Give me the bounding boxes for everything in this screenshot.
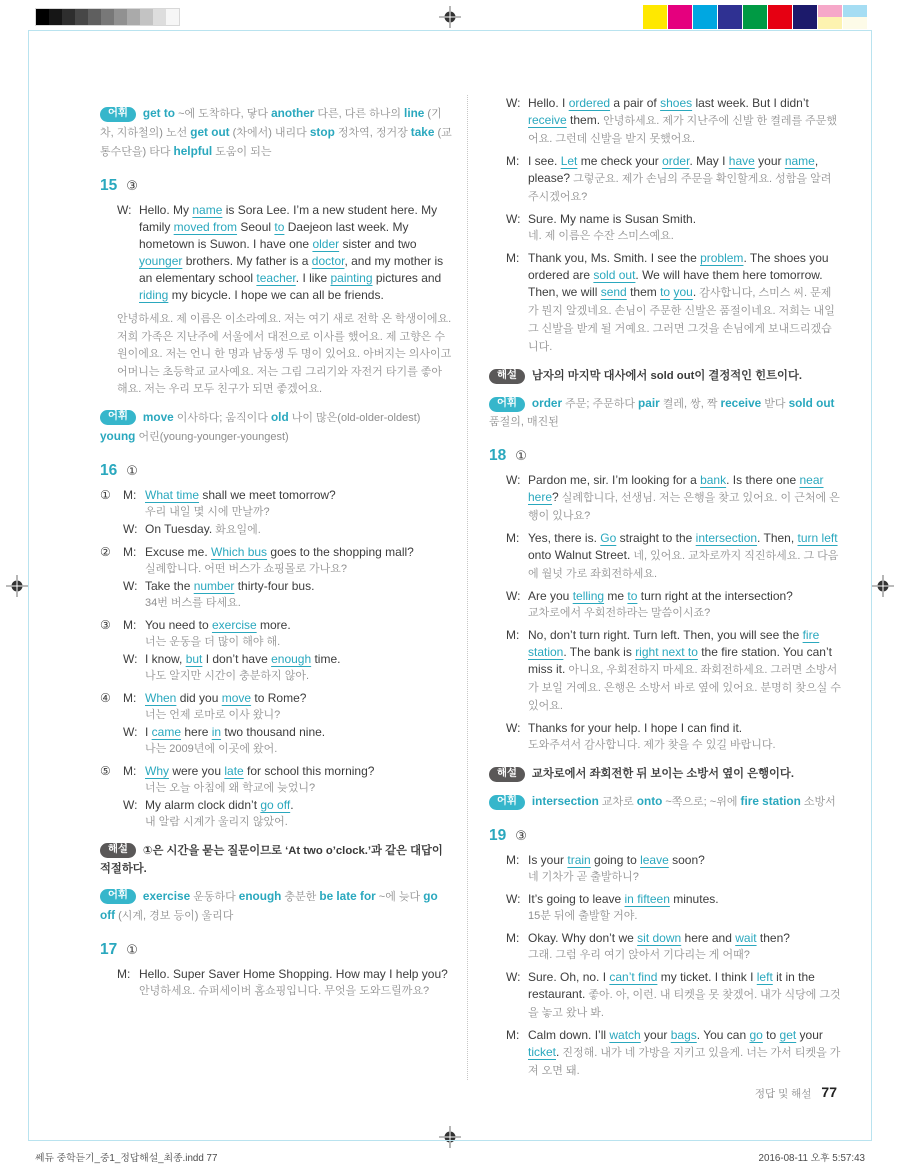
key-word: right next to xyxy=(635,645,698,659)
key-word: What time xyxy=(145,487,200,502)
speaker-label: M: xyxy=(123,690,137,705)
korean-translation-line: 우리 내일 몇 시에 만날까? xyxy=(145,505,270,518)
speaker-label: M: xyxy=(123,487,137,502)
dialogue-line: M: No, don’t turn right. Turn left. Then, you will see the fire station. The bank is right next to the fire station. You can’t miss it. 아니요, 우회전하지 마세요. 좌회전하세요. 그러면 소방서가 보일 거예요. 은행은 소방서 바로 옆에 있어요. 분명히 찾으실 수 있어요. xyxy=(506,628,841,712)
grayscale-swatch xyxy=(101,9,114,25)
color-swatch xyxy=(668,5,692,29)
vocab-badge: 어휘 xyxy=(100,107,136,122)
key-word: bank xyxy=(700,473,727,487)
key-word: bags xyxy=(670,1028,697,1042)
dialogue-line: W: Pardon me, sir. I’m looking for a bank. Is there one near here? 실례합니다, 선생님. 저는 은행을 찾고 있어요. 이 근처에 은행이 있나요? xyxy=(506,473,840,522)
color-swatch-half xyxy=(693,5,717,29)
korean-inline-translation: 진정해. 내가 네 가방을 지키고 있을게. 너는 가서 티켓을 가져 오면 돼. xyxy=(528,1047,841,1077)
vocab-block: 어휘 move 이사하다; 움직이다 old 나이 많은(old-older-oldest) young 어린(young-younger-youngest) xyxy=(100,409,421,443)
explain-badge: 해설 xyxy=(489,767,525,782)
grayscale-calibration-bar xyxy=(35,8,180,26)
answer-choice: ③ xyxy=(126,178,138,193)
vocab-badge: 어휘 xyxy=(100,410,136,425)
key-word: older xyxy=(312,237,340,251)
key-word: near here xyxy=(528,473,824,504)
color-swatch-half xyxy=(768,5,792,29)
dialogue-line: W: Thanks for your help. I hope I can find it. 도와주셔서 감사합니다. 제가 찾을 수 있길 바랍니다. xyxy=(506,720,841,754)
speaker-label: W: xyxy=(117,203,132,217)
vocab-block: 어휘 get to ~에 도착하다, 닿다 another 다른, 다른 하나의 line (기차, 지하철의) 노선 get out (차에서) 내리다 stop 정차역, 정거장 take (교통수단을) 타다 helpful 도움이 되는 xyxy=(100,106,452,158)
key-word: to xyxy=(274,220,285,234)
dialogue-line: W: Take the number thirty-four bus. 34번 버스를 타세요. xyxy=(123,578,452,612)
vocab-word: get out xyxy=(190,125,230,139)
speaker-label: M: xyxy=(123,544,137,559)
key-word: Let xyxy=(560,154,578,168)
speaker-label: M: xyxy=(506,531,520,545)
key-word: in fifteen xyxy=(624,892,670,906)
korean-translation-line: 네. 제 이름은 수잔 스미스예요. xyxy=(528,230,674,242)
choice-number: ③ xyxy=(100,617,111,632)
color-swatch-half xyxy=(793,5,817,29)
choice-number: ① xyxy=(100,487,111,502)
dialogue-line: W: I know, but I don’t have enough time. 나도 알지만 시간이 충분하지 않아. xyxy=(123,651,452,685)
speaker-label: W: xyxy=(506,473,521,487)
question-header xyxy=(100,941,452,959)
speaker-label: W: xyxy=(506,212,521,226)
key-word: enough xyxy=(271,651,312,666)
key-word: order xyxy=(662,154,690,168)
key-word: fire station xyxy=(528,628,820,659)
dialogue-line: M: Thank you, Ms. Smith. I see the problem. The shoes you ordered are sold out. We will have them here tomorrow. Then, we will send them to you. 감사합니다, 스미스 씨. 문제가 뭔지 알겠네요. 손님이 주문한 신발은 품절이네요. 저희는 내일 그 신발을 받게 될 거예요. 그러면 그것을 손님에게 보내드리겠습니다. xyxy=(506,251,835,353)
key-word: exercise xyxy=(211,617,257,632)
key-word: in xyxy=(211,724,222,739)
key-word: turn left xyxy=(797,531,838,545)
korean-translation-line: 교차로에서 우회전하라는 말씀이시죠? xyxy=(528,607,711,619)
vocab-word: onto xyxy=(636,794,663,808)
korean-translation-line: 나도 알지만 시간이 충분하지 않아. xyxy=(145,669,310,682)
korean-translation-line: 너는 언제 로마로 이사 왔니? xyxy=(145,708,281,721)
dialogue-line: M: I see. Let me check your order. May I have your name, please? 그렇군요. 제가 손님의 주문을 확인할게요. 성함을 알려주시겠어요? xyxy=(506,154,832,203)
question-number: 17 xyxy=(100,940,118,958)
dialogue-line: W: It’s going to leave in fifteen minutes. 15분 뒤에 출발할 거야. xyxy=(506,891,841,925)
grayscale-swatch xyxy=(140,9,153,25)
dialogue-line: M: Yes, there is. Go straight to the intersection. Then, turn left onto Walnut Street. 네, 있어요. 교차로까지 직진하세요. 그 다음에 월넛 가로 좌회전하세요. xyxy=(506,531,839,580)
dialogue-line: M: Is your train going to leave soon? 네 기차가 곧 출발하니? xyxy=(506,852,841,886)
speaker-label: W: xyxy=(506,721,521,735)
vocab-word: order xyxy=(531,396,563,410)
speaker-label: W: xyxy=(506,96,521,110)
grayscale-swatch xyxy=(153,9,166,25)
vocab-word: take xyxy=(410,125,435,139)
color-swatch-half xyxy=(743,5,767,29)
speaker-label: W: xyxy=(123,521,138,536)
korean-inline-translation: 그렇군요. 제가 손님의 주문을 확인할게요. 성함을 알려주시겠어요? xyxy=(528,173,832,203)
key-word: to xyxy=(660,285,671,299)
vocab-word: intersection xyxy=(531,794,599,808)
page-number: 77 xyxy=(821,1084,837,1100)
choice-number: ② xyxy=(100,544,111,559)
choice-item xyxy=(100,690,452,758)
dialogue-line: W: On Tuesday. 화요일에. xyxy=(123,521,261,536)
dialogue-line: W: Sure. My name is Susan Smith. 네. 제 이름은 수잔 스미스예요. xyxy=(506,211,841,245)
choice-number: ⑤ xyxy=(100,763,111,778)
key-word: wait xyxy=(735,931,757,945)
dialogue-line: M: You need to exercise more. 너는 운동을 더 많이 해야 해. xyxy=(123,617,452,651)
vocab-word: exercise xyxy=(142,888,191,903)
vocab-word: fire station xyxy=(740,794,801,808)
vocab-word: receive xyxy=(720,396,762,410)
key-word: doctor xyxy=(311,254,345,268)
korean-inline-translation: 네, 있어요. 교차로까지 직진하세요. 그 다음에 월넛 가로 좌회전하세요. xyxy=(528,550,839,580)
korean-translation-line: 34번 버스를 타세요. xyxy=(145,596,241,609)
key-word: ordered xyxy=(568,96,611,110)
dialogue-line: M: Why were you late for school this morning? 너는 오늘 아침에 왜 학교에 늦었니? xyxy=(123,763,452,797)
vocab-word: another xyxy=(271,106,315,120)
color-swatch xyxy=(643,5,667,29)
color-swatch-half xyxy=(643,5,667,29)
dialogue-line: M: Okay. Why don’t we sit down here and wait then? 그래. 그럼 우리 여기 앉아서 기다리는 게 어때? xyxy=(506,930,841,964)
left-column xyxy=(100,95,452,1005)
speaker-label: M: xyxy=(506,1028,520,1042)
vocab-word: enough xyxy=(238,888,282,903)
imprint-datetime: 2016-08-11 오후 5:57:43 xyxy=(758,1153,865,1164)
key-word: Why xyxy=(145,763,169,778)
color-swatch-half xyxy=(718,5,742,29)
explain-badge: 해설 xyxy=(100,843,136,858)
right-column xyxy=(489,95,841,1085)
dialogue-line: M: Hello. Super Saver Home Shopping. How may I help you? 안녕하세요. 슈퍼세이버 홈쇼핑입니다. 무엇을 도와드릴까요? xyxy=(117,966,452,1000)
key-word: Which bus xyxy=(211,544,268,559)
vocab-word: stop xyxy=(309,125,335,139)
key-word: moved from xyxy=(173,220,238,234)
explanation-block: 해설 ①은 시간을 묻는 질문이므로 ‘At two o’clock.’과 같은 대답이 적절하다. xyxy=(100,844,443,875)
korean-translation-line: 네 기차가 곧 출발하니? xyxy=(528,871,639,883)
key-word: move xyxy=(221,690,252,705)
vocab-badge: 어휘 xyxy=(489,397,525,412)
korean-translation-line: 너는 오늘 아침에 왜 학교에 늦었니? xyxy=(145,781,316,794)
color-calibration-bar xyxy=(642,5,867,29)
vocab-block: 어휘 exercise 운동하다 enough 충분한 be late for ~에 늦다 go off (시계, 경보 등이) 울리다 xyxy=(100,888,438,922)
key-word: name xyxy=(784,154,815,168)
key-word: teacher xyxy=(256,271,296,285)
question-header xyxy=(489,447,841,465)
korean-inline-translation: 실례합니다, 선생님. 저는 은행을 찾고 있어요. 이 근처에 은행이 있나요? xyxy=(528,492,840,522)
color-swatch xyxy=(843,5,867,29)
answer-choice: ① xyxy=(515,448,527,463)
speaker-label: M: xyxy=(506,154,520,168)
vocab-word: helpful xyxy=(173,144,213,158)
speaker-label: M: xyxy=(506,628,520,642)
speaker-label: M: xyxy=(506,251,520,265)
choice-item xyxy=(100,487,452,539)
explanation-block: 해설 교차로에서 좌회전한 뒤 보이는 소방서 옆이 은행이다. xyxy=(489,765,841,783)
korean-translation-line: 내 알람 시계가 울리지 않았어. xyxy=(145,815,288,828)
dialogue-line: W: Hello. I ordered a pair of shoes last week. But I didn’t receive them. 안녕하세요. 제가 지난주에 신발 한 켤레를 주문했어요. 그런데 신발을 받지 못했어요. xyxy=(506,96,838,145)
color-swatch-half xyxy=(843,5,867,17)
grayscale-swatch xyxy=(114,9,127,25)
color-swatch-half xyxy=(818,17,842,29)
key-word: came xyxy=(151,724,182,739)
key-word: send xyxy=(600,285,627,299)
key-word: sold out xyxy=(593,268,636,282)
page-footer xyxy=(489,1084,837,1101)
key-word: ticket xyxy=(528,1045,557,1059)
key-word: intersection xyxy=(695,531,758,545)
vocab-block: 어휘 order 주문; 주문하다 pair 켤레, 쌍, 짝 receive 받다 sold out 품절의, 매진된 xyxy=(489,396,835,428)
korean-translation-line: 안녕하세요. 슈퍼세이버 홈쇼핑입니다. 무엇을 도와드릴까요? xyxy=(139,984,430,997)
footer-section-label: 정답 및 해설 xyxy=(754,1088,812,1100)
color-swatch xyxy=(818,5,842,29)
korean-inline-translation: 안녕하세요. 제가 지난주에 신발 한 켤레를 주문했어요. 그런데 신발을 받지 못했어요. xyxy=(528,115,838,145)
choice-number: ④ xyxy=(100,690,111,705)
color-swatch-half xyxy=(818,5,842,17)
speaker-label: W: xyxy=(123,724,138,739)
grayscale-swatch xyxy=(127,9,140,25)
color-swatch xyxy=(743,5,767,29)
dialogue-line: M: What time shall we meet tomorrow? 우리 내일 몇 시에 만날까? xyxy=(123,487,452,521)
grayscale-swatch xyxy=(36,9,49,25)
speaker-label: W: xyxy=(123,651,138,666)
color-swatch-half xyxy=(668,5,692,29)
key-word: number xyxy=(193,578,235,593)
speaker-label: W: xyxy=(123,797,138,812)
vocab-badge: 어휘 xyxy=(100,889,136,904)
grayscale-swatch xyxy=(166,9,179,25)
question-number: 15 xyxy=(100,177,118,194)
korean-inline-translation: 아니요, 우회전하지 마세요. 좌회전하세요. 그러면 소방서가 보일 거예요. 은행은 소방서 바로 옆에 있어요. 분명히 찾으실 수 있어요. xyxy=(528,664,841,712)
choice-item xyxy=(100,544,452,612)
imprint-filename: 쎄듀 중학듣기_중1_정답해설_최종.indd 77 xyxy=(35,1153,218,1164)
key-word: to xyxy=(627,589,638,603)
korean-translation-line: 너는 운동을 더 많이 해야 해. xyxy=(145,635,281,648)
column-divider xyxy=(467,95,468,1080)
dialogue-line: M: Excuse me. Which bus goes to the shopping mall? 실례합니다. 어떤 버스가 쇼핑몰로 가나요? xyxy=(123,544,452,578)
grayscale-swatch xyxy=(62,9,75,25)
key-word: receive xyxy=(528,113,567,127)
dialogue-line: M: When did you move to Rome? 너는 언제 로마로 이사 왔니? xyxy=(123,690,452,724)
key-word: go xyxy=(749,1028,763,1042)
korean-inline-translation: 화요일에. xyxy=(212,523,261,536)
key-word: younger xyxy=(139,254,183,268)
key-word: have xyxy=(728,154,755,168)
answer-choice: ① xyxy=(126,941,138,957)
vocab-word: sold out xyxy=(788,396,835,410)
key-word: watch xyxy=(609,1028,641,1042)
dialogue-line: M: Calm down. I’ll watch your bags. You can go to get your ticket. 진정해. 내가 네 가방을 지키고 있을게. 너는 가서 티켓을 가져 오면 돼. xyxy=(506,1028,841,1077)
registration-mark-top xyxy=(439,6,461,28)
dialogue-line: W: I came here in two thousand nine. 나는 2009년에 이곳에 왔어. xyxy=(123,724,452,758)
speaker-label: M: xyxy=(506,931,520,945)
key-word: can’t find xyxy=(609,970,658,984)
korean-translation-line: 그래. 그럼 우리 여기 앉아서 기다리는 게 어때? xyxy=(528,949,750,961)
color-swatch-half xyxy=(843,17,867,29)
key-word: name xyxy=(192,203,223,217)
korean-translation-line: 나는 2009년에 이곳에 왔어. xyxy=(145,742,278,755)
speaker-label: M: xyxy=(117,966,131,981)
vocab-word: pair xyxy=(638,396,660,410)
key-word: left xyxy=(756,970,773,984)
vocab-badge: 어휘 xyxy=(489,795,525,810)
korean-inline-translation: 감사합니다, 스미스 씨. 문제가 뭔지 알겠네요. 손님이 주문한 신발은 품절이네요. 저희는 내일 그 신발을 받게 될 거예요. 그러면 그것을 손님에게 보내드리겠습니다. xyxy=(528,287,835,353)
speaker-label: M: xyxy=(123,763,137,778)
key-word: but xyxy=(185,651,203,666)
speaker-label: W: xyxy=(506,589,521,603)
question-number: 16 xyxy=(100,461,118,479)
dialogue-line: W: Hello. My name is Sora Lee. I’m a new student here. My family moved from Seoul to Daejeon last week. My hometown is Suwon. I have one older sister and two younger brothers. My father is a doctor, and my mother is an elementary school teacher. I like painting pictures and riding my bicycle. I hope we can all be friends. xyxy=(117,203,444,302)
korean-translation-line: 15분 뒤에 출발할 거야. xyxy=(528,910,638,922)
key-word: problem xyxy=(700,251,744,265)
color-swatch xyxy=(693,5,717,29)
vocab-word: go off xyxy=(100,888,438,922)
key-word: shoes xyxy=(660,96,693,110)
vocab-word: old xyxy=(270,409,289,424)
vocab-word: move xyxy=(142,409,174,424)
question-header xyxy=(100,177,452,195)
key-word: get xyxy=(779,1028,797,1042)
korean-translation-paragraph: 안녕하세요. 제 이름은 이소라예요. 저는 여기 새로 전학 온 학생이에요. 저희 가족은 지난주에 서울에서 대전으로 이사를 했어요. 제 고향은 수원이에요. 저는 언니 한 명과 남동생 두 명이 있어요. 아버지는 의사이고 어머니는 초등학교 교사예요. 저는 그림 그리기와 자전거 타기를 좋아해요. 저는 우리 모두 친구가 되면 좋겠어요. xyxy=(117,313,452,395)
speaker-label: M: xyxy=(123,617,137,632)
question-header xyxy=(100,462,452,480)
registration-mark-left xyxy=(6,575,28,597)
vocab-block: 어휘 intersection 교차로 onto ~쪽으로; ~위에 fire station 소방서 xyxy=(489,792,841,811)
key-word: late xyxy=(224,763,244,778)
speaker-label: W: xyxy=(506,892,521,906)
color-swatch xyxy=(793,5,817,29)
vocab-word: be late for xyxy=(319,888,376,903)
explain-badge: 해설 xyxy=(489,369,525,384)
key-word: train xyxy=(567,853,591,867)
grayscale-swatch xyxy=(75,9,88,25)
answer-choice: ③ xyxy=(515,828,527,843)
color-swatch xyxy=(718,5,742,29)
dialogue-line: W: Are you telling me to turn right at the intersection? 교차로에서 우회전하라는 말씀이시죠? xyxy=(506,588,841,622)
speaker-label: W: xyxy=(123,578,138,593)
question-number: 18 xyxy=(489,447,507,464)
key-word: painting xyxy=(330,271,373,285)
korean-translation-line: 도와주셔서 감사합니다. 제가 찾을 수 있길 바랍니다. xyxy=(528,739,776,751)
key-word: sit down xyxy=(637,931,682,945)
registration-mark-right xyxy=(872,575,894,597)
key-word: When xyxy=(145,690,177,705)
dialogue-line: W: Sure. Oh, no. I can’t find my ticket. I think I left it in the restaurant. 좋아. 아, 이런. 내 티켓을 못 찾겠어. 내가 식당에 그것을 놓고 왔나 봐. xyxy=(506,970,841,1019)
key-word: riding xyxy=(139,288,169,302)
key-word: you xyxy=(673,285,693,299)
grayscale-swatch xyxy=(49,9,62,25)
grayscale-swatch xyxy=(88,9,101,25)
korean-inline-translation: 좋아. 아, 이런. 내 티켓을 못 찾겠어. 내가 식당에 그것을 놓고 왔나 봐. xyxy=(528,989,841,1019)
speaker-label: M: xyxy=(506,853,520,867)
speaker-label: W: xyxy=(506,970,521,984)
choice-item xyxy=(100,763,452,831)
color-swatch xyxy=(768,5,792,29)
key-word: Go xyxy=(600,531,617,545)
explanation-block: 해설 남자의 마지막 대사에서 sold out이 결정적인 힌트이다. xyxy=(489,367,841,385)
question-header xyxy=(489,827,841,845)
answer-choice: ① xyxy=(126,462,138,478)
vocab-word: young xyxy=(100,428,136,443)
choice-item xyxy=(100,617,452,685)
korean-translation-line: 실례합니다. 어떤 버스가 쇼핑몰로 가나요? xyxy=(145,562,348,575)
vocab-word: get to xyxy=(142,106,176,120)
vocab-word: line xyxy=(404,106,425,120)
key-word: leave xyxy=(640,853,669,867)
dialogue-line: W: My alarm clock didn’t go off. 내 알람 시계가 울리지 않았어. xyxy=(123,797,452,831)
question-number: 19 xyxy=(489,827,507,844)
registration-mark-bottom xyxy=(439,1126,461,1148)
key-word: telling xyxy=(572,589,605,603)
key-word: go off xyxy=(260,797,291,812)
